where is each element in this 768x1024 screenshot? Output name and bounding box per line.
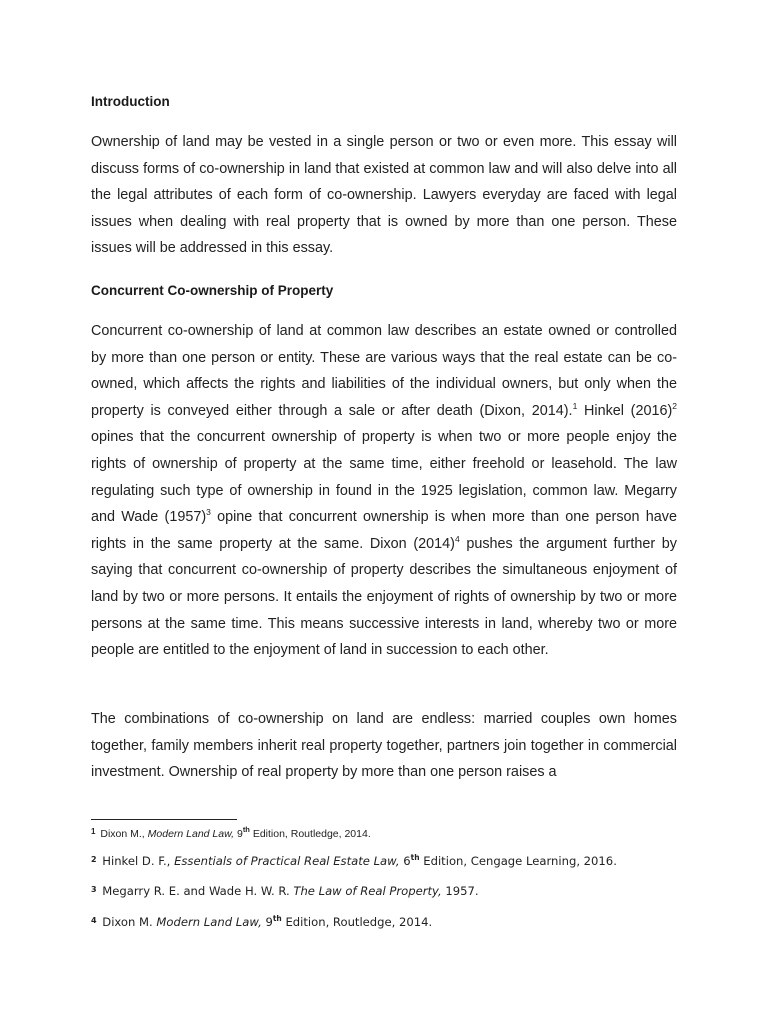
combinations-paragraph: The combinations of co-ownership on land are endless: married couples own homes together, family members inherit real property together, partners join together in commercial investment. Ownership of real property by more than one person raises a [91,711,677,781]
footnote-sup: th [242,825,250,834]
footnote-number: 4 [91,916,97,925]
footnote-text: Edition, Routledge, 2014. [281,915,433,929]
footnote-1 [91,825,371,840]
footnote-title: Modern Land Law, [156,915,262,929]
footnote-text: Hinkel D. F., [98,854,175,868]
footnote-sup: th [272,914,282,923]
footnote-3 [91,884,479,898]
footnote-text: 6 [399,854,411,868]
paragraph-text: opines that the concurrent ownership of property is when two or more people enjoy the rights of ownership of property at the same time, either freehold or leasehold. The law regulating such type of ownership in found in the 1925 legislation, common law. Megarry and Wade (1957) [91,429,677,526]
footnote-sup: th [410,853,420,862]
footnote-ref-3: 3 [206,507,211,518]
footnote-text: Edition, Routledge, 2014. [249,828,371,840]
concurrent-paragraph [91,318,677,664]
footnote-number: 2 [91,855,97,864]
footnote-text: 1957. [441,884,479,898]
footnote-2 [91,853,617,868]
footnote-number: 3 [91,885,97,894]
footnote-number: 1 [91,827,96,836]
footnote-title: Essentials of Practical Real Estate Law, [174,854,400,868]
introduction-paragraph: Ownership of land may be vested in a single person or two or even more. This essay will discuss forms of co-ownership in land that existed at common law and will also delve into all the legal attributes of each form of co-ownership. Lawyers everyday are faced with legal issues when dealing with real property that is owned by more than one person. These issues will be addressed in this essay. [91,134,677,257]
footnote-text: Megarry R. E. and Wade H. W. R. [98,884,294,898]
footnote-4 [91,914,432,929]
footnote-ref-1: 1 [572,400,578,411]
concurrent-heading: Concurrent Co-ownership of Property [91,283,334,298]
paragraph-text: pushes the argument further by saying that concurrent co-ownership of property describes the simultaneous enjoyment of land by two or more persons. It entails the enjoyment of rights of ownership by two or more persons at the same time. This means successive interests in land, whereby two or more people are entitled to the enjoyment of land in succession to each other. [91,535,677,659]
paragraph-text: Hinkel (2016) [577,402,673,419]
introduction-heading: Introduction [91,94,170,109]
footnote-separator [91,819,237,820]
footnote-text: 9 [234,828,243,840]
footnote-text: 9 [261,915,273,929]
footnote-title: The Law of Real Property, [293,884,442,898]
footnote-text: Edition, Cengage Learning, 2016. [419,854,617,868]
footnote-title: Modern Land Law, [147,828,235,840]
footnote-text: Dixon M., [97,828,148,840]
footnote-ref-2: 2 [672,400,677,411]
footnote-text: Dixon M. [98,915,157,929]
paragraph-text: opine that concurrent ownership is when more than one person have rights in the same property at the same. Dixon (2014) [91,509,677,552]
paragraph-text: Concurrent co-ownership of land at common law describes an estate owned or controlled by more than one person or entity. These are various ways that the real estate can be co-owned, which affects the rights and liabilities of the individual owners, but only when the property is conveyed either through a sale or after death (Dixon, 2014). [91,323,677,419]
footnote-ref-4: 4 [454,533,460,544]
